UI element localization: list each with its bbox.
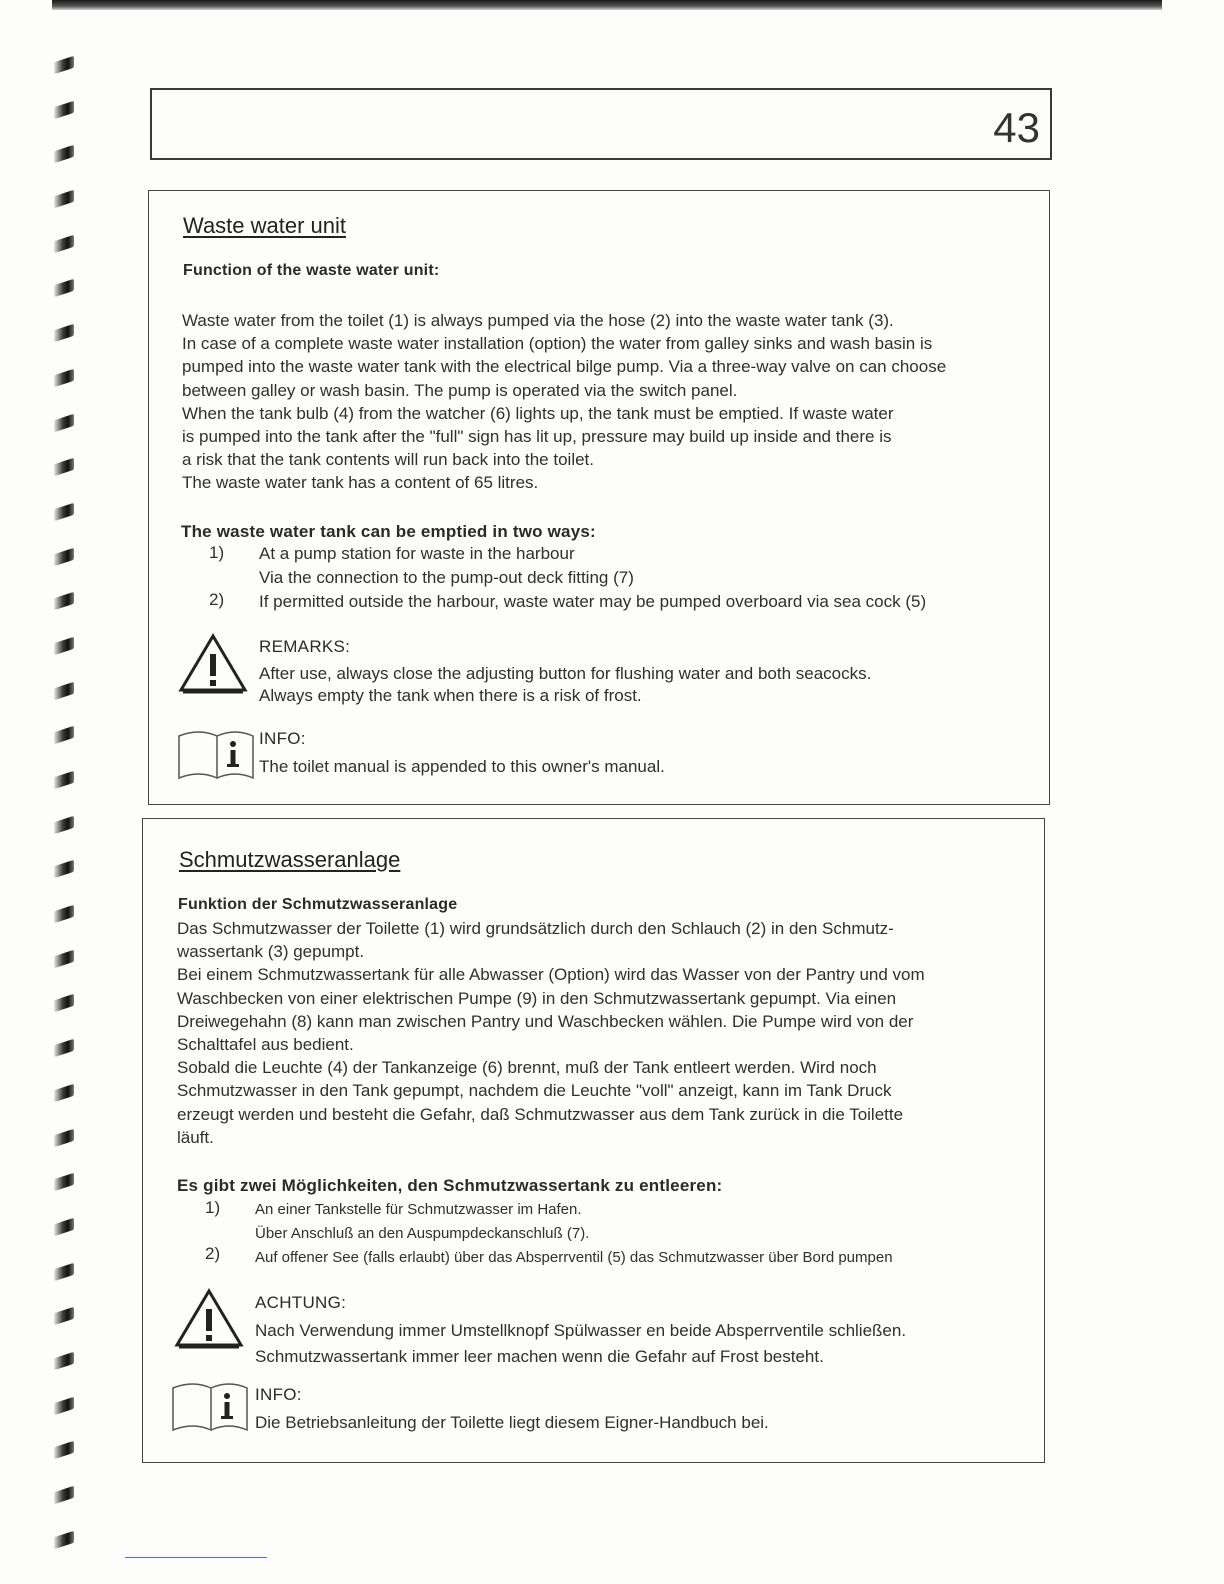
binding-ring	[52, 993, 76, 1013]
remarks-line: Nach Verwendung immer Umstellknopf Spülwasser en beide Absperrventile schließen.	[255, 1321, 907, 1340]
binding-ring	[52, 815, 76, 835]
binding-ring	[52, 55, 76, 75]
section-title: Schmutzwasseranlage	[179, 847, 401, 872]
binding-ring	[52, 636, 76, 656]
list-number: 2)	[209, 590, 225, 609]
page-number: 43	[993, 104, 1040, 151]
warning-icon	[177, 632, 249, 696]
empty-ways-heading: The waste water tank can be emptied in two ways:	[181, 522, 596, 541]
binding-ring	[52, 1351, 76, 1371]
footer-rule	[125, 1557, 267, 1558]
binding-ring	[52, 1306, 76, 1326]
section-subheading: Function of the waste water unit:	[183, 262, 440, 279]
binding-ring	[52, 1038, 76, 1058]
binding-ring	[52, 144, 76, 164]
binding-ring	[52, 547, 76, 567]
info-label: INFO:	[255, 1385, 302, 1404]
binding-ring	[52, 234, 76, 254]
info-text: Die Betriebsanleitung der Toilette liegt diesem Eigner-Handbuch bei.	[255, 1413, 769, 1432]
list-number: 1)	[209, 543, 225, 562]
empty-ways-heading: Es gibt zwei Möglichkeiten, den Schmutzwassertank zu entleeren:	[177, 1176, 723, 1195]
remarks-line: Schmutzwassertank immer leer machen wenn die Gefahr auf Frost besteht.	[255, 1347, 824, 1366]
binding-ring	[52, 413, 76, 433]
info-label: INFO:	[259, 729, 306, 748]
scan-top-edge	[52, 0, 1162, 10]
binding-ring	[52, 100, 76, 120]
binding-ring	[52, 189, 76, 209]
remarks-line: After use, always close the adjusting button for flushing water and both seacocks.	[259, 664, 872, 683]
binding-ring	[52, 278, 76, 298]
list-number: 1)	[205, 1198, 221, 1217]
section-title: Waste water unit	[183, 213, 347, 238]
info-book-icon	[169, 1378, 249, 1434]
list-item-line: If permitted outside the harbour, waste water may be pumped overboard via sea cock (5)	[259, 592, 927, 611]
binding-ring	[52, 725, 76, 745]
german-section	[142, 818, 1045, 1463]
binding-ring	[52, 904, 76, 924]
binding-ring	[52, 591, 76, 611]
list-number: 2)	[205, 1244, 221, 1263]
binding-ring	[52, 1485, 76, 1505]
section-subheading: Funktion der Schmutzwasseranlage	[178, 896, 458, 913]
binding-ring	[52, 859, 76, 879]
binding-ring	[52, 1217, 76, 1237]
section-paragraph: Das Schmutzwasser der Toilette (1) wird grundsätzlich durch den Schlauch (2) in den Schmutz- wassertank (3) gepumpt. Bei einem Schmutzwassertank für alle Abwasser (Option) wird das Wasser von der Pantry und vom Waschbecken von einer elektrischen Pumpe (9) in den Schmutzwassertank gepumpt. Via einen Dreiwegehahn (8) kann man zwischen Pantry und Waschbecken wählen. Die Pumpe wird von der Schalttafel aus bedient. Sobald die Leuchte (4) der Tankanzeige (6) brennt, muß der Tank entleert werden. Wird noch Schmutzwasser in den Tank gepumpt, nachdem die Leuchte "voll" anzeigt, kann im Tank Druck erzeugt werden und besteht die Gefahr, daß Schmutzwasser aus dem Tank zurück in die Toilette läuft.	[177, 919, 925, 1147]
binding-ring	[52, 1396, 76, 1416]
binding-ring	[52, 1083, 76, 1103]
english-section	[148, 190, 1050, 805]
section-paragraph: Waste water from the toilet (1) is always pumped via the hose (2) into the waste water tank (3). In case of a complete waste water installation (option) the water from galley sinks and wash basin is pumped into the waste water tank with the electrical bilge pump. Via a three-way valve on can choose between galley or wash basin. The pump is operated via the switch panel. When the tank bulb (4) from the watcher (6) lights up, the tank must be emptied. If waste water is pumped into the tank after the "full" sign has lit up, pressure may build up inside and there is a risk that the tank contents will run back into the toilet. The waste water tank has a content of 65 litres.	[182, 311, 947, 493]
spiral-binding	[52, 55, 82, 1574]
list-item-line: At a pump station for waste in the harbour	[259, 544, 575, 563]
binding-ring	[52, 1172, 76, 1192]
info-text: The toilet manual is appended to this owner's manual.	[259, 757, 665, 776]
list-item-line: Via the connection to the pump-out deck fitting (7)	[259, 568, 634, 587]
warning-icon	[173, 1287, 245, 1351]
binding-ring	[52, 1440, 76, 1460]
binding-ring	[52, 1262, 76, 1282]
binding-ring	[52, 1128, 76, 1148]
binding-ring	[52, 1530, 76, 1550]
binding-ring	[52, 457, 76, 477]
binding-ring	[52, 368, 76, 388]
list-item-line: An einer Tankstelle für Schmutzwasser im Hafen.	[255, 1201, 582, 1218]
remarks-label: REMARKS:	[259, 637, 351, 656]
page-header-box	[150, 88, 1052, 160]
binding-ring	[52, 502, 76, 522]
remarks-label: ACHTUNG:	[255, 1293, 347, 1312]
list-item-line: Auf offener See (falls erlaubt) über das Absperrventil (5) das Schmutzwasser über Bord pumpen	[255, 1249, 893, 1266]
binding-ring	[52, 949, 76, 969]
binding-ring	[52, 681, 76, 701]
remarks-line: Always empty the tank when there is a risk of frost.	[259, 686, 642, 705]
binding-ring	[52, 323, 76, 343]
info-book-icon	[175, 726, 255, 782]
binding-ring	[52, 770, 76, 790]
list-item-line: Über Anschluß an den Auspumpdeckanschluß (7).	[255, 1225, 590, 1242]
